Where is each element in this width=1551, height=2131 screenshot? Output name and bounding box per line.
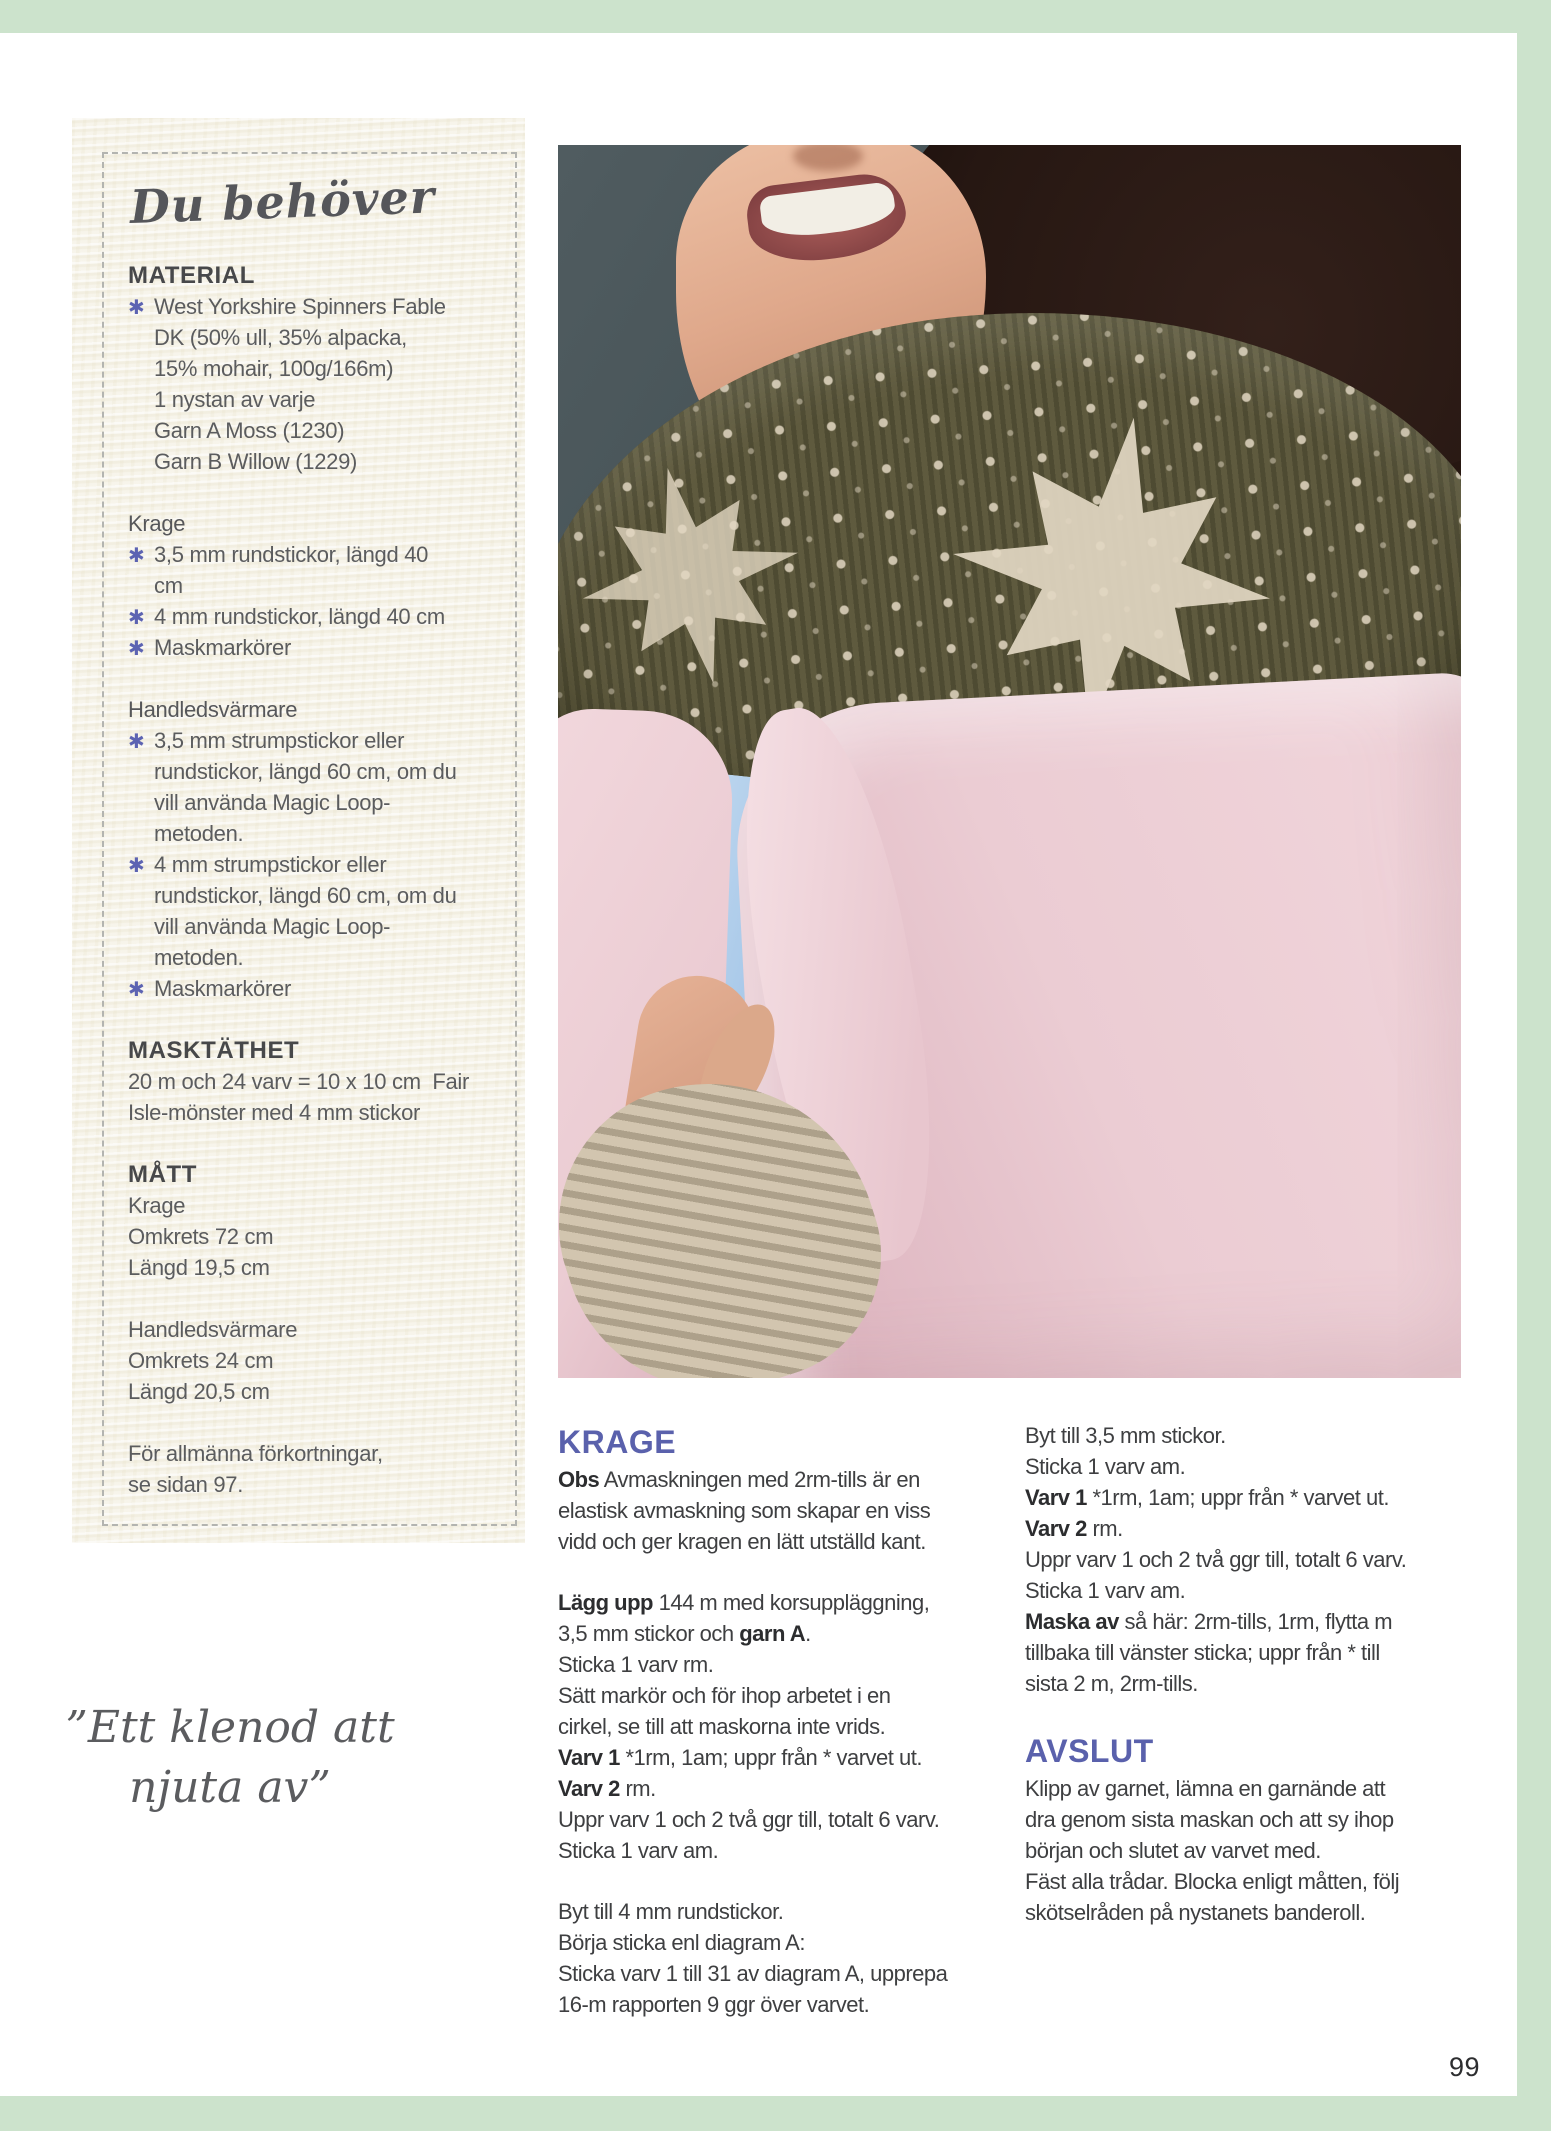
text-line: cirkel, se till att maskorna inte vrids. (558, 1714, 886, 1739)
asterisk-bullet-icon: ✱ (128, 855, 145, 877)
page-frame-bottom (0, 2096, 1551, 2131)
text-line: För allmänna förkortningar, (128, 1441, 383, 1466)
text-line: vill använda Magic Loop- (154, 914, 391, 939)
text-line: ✱ 3,5 mm strumpstickor eller (128, 725, 508, 756)
text-line: Sticka varv 1 till 31 av diagram A, upprepa (558, 1961, 948, 1986)
text-line: Garn A Moss (1230) (154, 418, 345, 443)
text-line: Uppr varv 1 och 2 två ggr till, totalt 6 varv. (558, 1807, 940, 1832)
paragraph-gap (1025, 1699, 1477, 1729)
page-number: 99 (1448, 2052, 1480, 2082)
text-line: Lägg upp 144 m med korsuppläggning, (558, 1590, 930, 1615)
text-line: Fäst alla trådar. Blocka enligt måtten, följ (1025, 1869, 1400, 1894)
text-line: 15% mohair, 100g/166m) (154, 356, 394, 381)
text-line: Sticka 1 varv rm. (558, 1652, 714, 1677)
text-line: DK (50% ull, 35% alpacka, (154, 325, 407, 350)
pull-quote (55, 1698, 405, 1818)
materials-sidebar (72, 118, 525, 1543)
text-line: Omkrets 24 cm (128, 1348, 274, 1373)
text-line: Varv 2 rm. (1025, 1516, 1123, 1541)
text-line: Börja sticka enl diagram A: (558, 1930, 805, 1955)
text-line: ✱ West Yorkshire Spinners Fable (128, 291, 508, 322)
photo (558, 145, 1461, 1378)
text-line: rundstickor, längd 60 cm, om du (154, 883, 457, 908)
paragraph-gap (128, 663, 508, 694)
text-line: Klipp av garnet, lämna en garnände att (1025, 1776, 1386, 1801)
text-line: Längd 20,5 cm (128, 1379, 270, 1404)
text-line: 1 nystan av varje (154, 387, 316, 412)
snowflake-motif-small (560, 445, 821, 706)
text-line: Sticka 1 varv am. (558, 1838, 719, 1863)
page-frame-top (0, 0, 1551, 33)
sidebar-heading: MATERIAL (128, 262, 256, 289)
text-line: metoden. (154, 945, 244, 970)
sidebar-lines (128, 260, 508, 1500)
text-line: cm (154, 573, 183, 598)
text-line: skötselråden på nystanets banderoll. (1025, 1900, 1366, 1925)
sidebar-content (128, 166, 508, 1500)
paragraph-gap (558, 1557, 1020, 1587)
pull-quote-line1: ”Ett klenod att (65, 1702, 395, 1753)
text-line: Handledsvärmare (128, 1317, 298, 1342)
text-line: Omkrets 72 cm (128, 1224, 274, 1249)
text-line: ✱ 4 mm strumpstickor eller (128, 849, 508, 880)
text-line: 3,5 mm stickor och garn A. (558, 1621, 811, 1646)
text-line: Uppr varv 1 och 2 två ggr till, totalt 6 varv. (1025, 1547, 1407, 1572)
pull-quote-line2: njuta av” (129, 1762, 331, 1813)
text-line: Byt till 3,5 mm stickor. (1025, 1423, 1226, 1448)
text-line: elastisk avmaskning som skapar en viss (558, 1498, 931, 1523)
text-line: ✱ Maskmarkörer (128, 973, 508, 1004)
text-line: Handledsvärmare (128, 697, 298, 722)
instructions-column-left (558, 1420, 1020, 2020)
text-line: Obs Avmaskningen med 2rm-tills är en (558, 1467, 920, 1492)
text-line: Krage (128, 511, 186, 536)
asterisk-bullet-icon: ✱ (128, 979, 145, 1001)
text-line: dra genom sista maskan och att sy ihop (1025, 1807, 1394, 1832)
text-line: rundstickor, längd 60 cm, om du (154, 759, 457, 784)
text-line: Varv 1 *1rm, 1am; uppr från * varvet ut. (558, 1745, 922, 1770)
text-line: 16-m rapporten 9 ggr över varvet. (558, 1992, 870, 2017)
text-line: tillbaka till vänster sticka; uppr från * till (1025, 1640, 1380, 1665)
text-line: Varv 1 *1rm, 1am; uppr från * varvet ut. (1025, 1485, 1389, 1510)
text-line: 20 m och 24 varv = 10 x 10 cm Fair (128, 1069, 470, 1094)
text-line: ✱ 4 mm rundstickor, längd 40 cm (128, 601, 508, 632)
paragraph-gap (558, 1866, 1020, 1896)
paragraph-gap (128, 477, 508, 508)
paragraph-gap (128, 1128, 508, 1159)
text-line: se sidan 97. (128, 1472, 244, 1497)
paragraph-gap (128, 1283, 508, 1314)
text-line: Varv 2 rm. (558, 1776, 656, 1801)
instructions-column-right (1025, 1420, 1477, 1928)
text-line: metoden. (154, 821, 244, 846)
text-line: Garn B Willow (1229) (154, 449, 358, 474)
section-heading: AVSLUT (1025, 1733, 1154, 1769)
asterisk-bullet-icon: ✱ (128, 638, 145, 660)
paragraph-gap (128, 1407, 508, 1438)
text-line: Sätt markör och för ihop arbetet i en (558, 1683, 891, 1708)
text-line: Byt till 4 mm rundstickor. (558, 1899, 784, 1924)
section-heading: KRAGE (558, 1424, 677, 1460)
text-line: ✱ Maskmarkörer (128, 632, 508, 663)
paragraph-gap (128, 1004, 508, 1035)
text-line: vill använda Magic Loop- (154, 790, 391, 815)
asterisk-bullet-icon: ✱ (128, 545, 145, 567)
text-line: Sticka 1 varv am. (1025, 1454, 1186, 1479)
page-frame-right (1517, 0, 1551, 2131)
asterisk-bullet-icon: ✱ (128, 297, 145, 319)
sidebar-heading: MASKTÄTHET (128, 1037, 300, 1064)
text-line: ✱ 3,5 mm rundstickor, längd 40 (128, 539, 508, 570)
asterisk-bullet-icon: ✱ (128, 607, 145, 629)
sidebar-title: Du behöver (129, 169, 436, 234)
text-line: Krage (128, 1193, 186, 1218)
asterisk-bullet-icon: ✱ (128, 731, 145, 753)
text-line: början och slutet av varvet med. (1025, 1838, 1321, 1863)
text-line: sista 2 m, 2rm-tills. (1025, 1671, 1198, 1696)
text-line: Längd 19,5 cm (128, 1255, 270, 1280)
text-line: Maska av så här: 2rm-tills, 1rm, flytta m (1025, 1609, 1393, 1634)
text-line: Sticka 1 varv am. (1025, 1578, 1186, 1603)
sidebar-heading: MÅTT (128, 1161, 198, 1188)
text-line: vidd och ger kragen en lätt utställd kant. (558, 1529, 926, 1554)
text-line: Isle-mönster med 4 mm stickor (128, 1100, 421, 1125)
